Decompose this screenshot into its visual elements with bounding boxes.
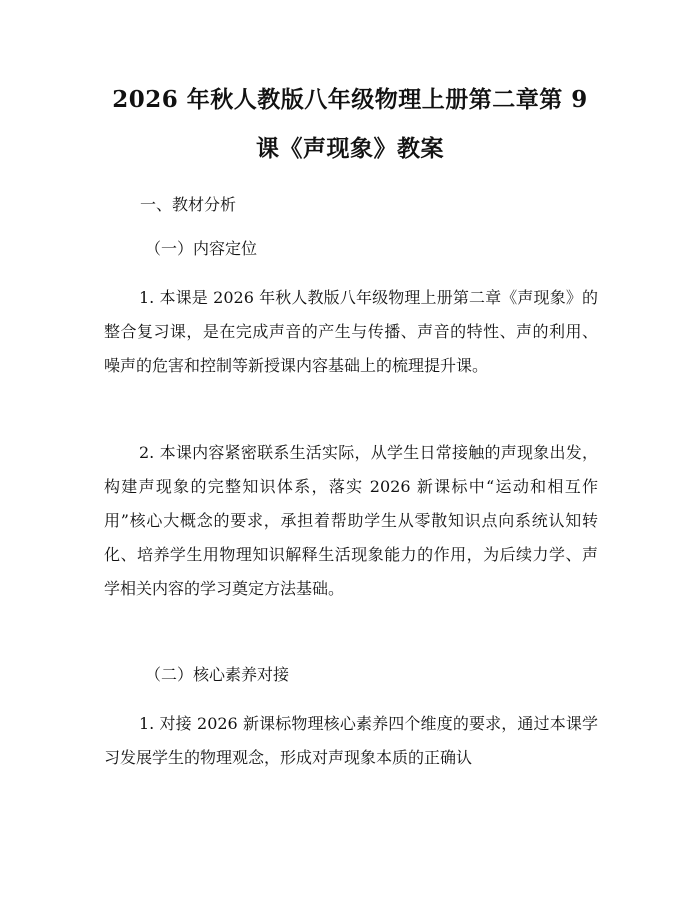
document-title-line-2: 课《声现象》教案 xyxy=(256,135,444,162)
paragraph-3: 1. 对接 2026 新课标物理核心素养四个维度的要求，通过本课学习发展学生的物理观念，形成对声现象本质的正确认 xyxy=(104,714,598,767)
subsection-heading-content-positioning: （一）内容定位 xyxy=(145,239,258,258)
document-title-line-1: 2026 年秋人教版八年级物理上册第二章第 9 xyxy=(112,86,588,113)
subsection-heading-core-competency: （二）核心素养对接 xyxy=(145,665,290,684)
section-heading-textbook-analysis: 一、教材分析 xyxy=(140,195,237,214)
paragraph-2: 2. 本课内容紧密联系生活实际，从学生日常接触的声现象出发，构建声现象的完整知识体系，落实 2026 新课标中“运动和相互作用”核心大概念的要求，承担着帮助学生从零散知识点向系统认知转化、培养学生用物理知识解释生活现象能力的作用，为后续力学、声学相关内容的学习奠定方法基础。 xyxy=(104,443,598,598)
paragraph-1: 1. 本课是 2026 年秋人教版八年级物理上册第二章《声现象》的整合复习课，是在完成声音的产生与传播、声音的特性、声的利用、噪声的危害和控制等新授课内容基础上的梳理提升课。 xyxy=(104,288,598,375)
